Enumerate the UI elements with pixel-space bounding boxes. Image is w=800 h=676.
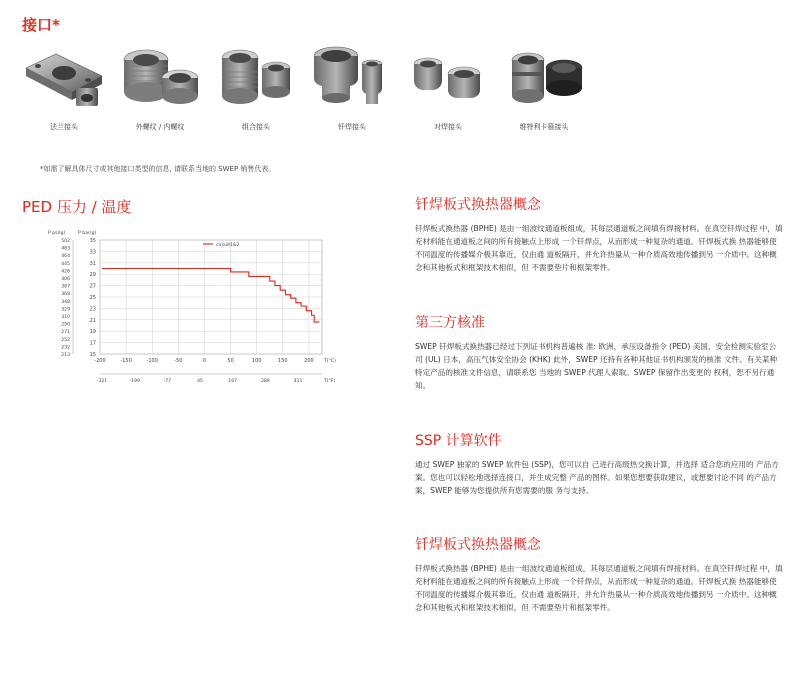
y-axis-label: P bar(g): [78, 231, 97, 236]
section-body: SWEP 钎焊板式换热器已经过下列证书机构普遍核 准: 欧洲，承压设备指令 (PED) 美国，安全检测实验室公司 (UL) 日本，高压气体安全协会 (KHK) 此外，SWEP 还持有各种其他证书机构颁发的核准 文件。有关某种特定产品的核准文件信息，请联系您 当地的 SWEP 代理人索取。SWEP 保留作出变更的 权利，恕不另行通知。: [415, 342, 778, 390]
y2-tick-label: 348: [61, 299, 70, 305]
connection-victaulic: [502, 38, 586, 138]
x-tick-label: 100: [251, 358, 262, 364]
y-tick-label: 15: [89, 352, 96, 358]
connection-soldering: [310, 38, 394, 138]
x-tick-label: -200: [94, 358, 106, 364]
y2-tick-label: 387: [61, 284, 70, 290]
x2-tick-label: 411: [293, 379, 303, 384]
x-tick-label: 0: [202, 358, 207, 364]
combined-connection-icon: [214, 38, 298, 118]
y2-tick-label: 502: [61, 239, 70, 244]
y2-tick-label: 310: [61, 315, 70, 320]
connections-note: *如需了解具体尺寸或其他接口类型的信息, 请联系当地的 SWEP 销售代表。: [40, 165, 276, 173]
y-tick-label: 25: [89, 295, 96, 301]
flange-connection-icon: [22, 38, 106, 118]
x-tick-label: -150: [120, 358, 132, 364]
x-tick-label: -100: [146, 358, 158, 364]
y2-tick-label: 406: [61, 277, 70, 282]
connection-label: 组合接头: [242, 123, 270, 131]
y2-axis-label: P psi(g): [48, 231, 66, 236]
y2-tick-label: 368: [61, 292, 70, 298]
connections-row: [22, 38, 582, 138]
weld-connection-icon: [406, 38, 490, 118]
y2-tick-label: 271: [61, 330, 70, 336]
section-body: 钎焊板式换热器 (BPHE) 是由一组波纹通道板组成，其每层通道板之间填有焊接材料。在真空钎焊过程 中，填充材料能在通道板之间的所有接触点上形成 一个钎焊点，从而形成一种复杂的通道。钎焊板式换 热器能够使不同温度的传播媒介极其靠近，仅由通 道板隔开，并允许热量从一种介质高效地传播到另 一介质中。这种概念和其他板式和框架技术相似，但 不需要垫片和框架零件。: [415, 224, 783, 272]
x2-tick-label: 289: [260, 379, 270, 384]
y2-tick-label: 213: [61, 353, 70, 358]
connection-threaded: [118, 38, 202, 138]
y-tick-label: 29: [89, 272, 96, 279]
y2-tick-label: 232: [61, 345, 70, 351]
connection-combined: [214, 38, 298, 138]
section-title: SSP 计算软件: [415, 433, 502, 449]
section-body: 钎焊板式换热器 (BPHE) 是由一组波纹通道板组成，其每层通道板之间填有焊接材料。在真空钎焊过程 中，填充材料能在通道板之间的所有接触点上形成 一个钎焊点，从而形成一种复杂的通道。钎焊板式换 热器能够使不同温度的传播媒介极其靠近，仅由通 道板隔开，并允许热量从一种介质高效地传播到另 一介质中。这种概念和其他板式和框架技术相似，但 不需要垫片和框架零件。: [415, 564, 783, 612]
connection-weld: [406, 38, 490, 138]
x2-axis-label: T(°F): [324, 379, 336, 384]
section-title: 钎焊板式换热器概念: [415, 197, 541, 213]
x2-tick-label: -77: [163, 379, 172, 384]
y2-tick-label: 426: [61, 269, 70, 275]
x2-tick-label: -321: [96, 379, 108, 384]
connection-label: 外螺纹 / 内螺纹: [135, 123, 185, 131]
connection-label: 维特利卡箍接头: [519, 123, 569, 131]
y-tick-label: 21: [89, 317, 96, 324]
y2-tick-label: 445: [61, 261, 70, 267]
y-tick-label: 31: [89, 260, 96, 267]
ped-chart: [18, 224, 338, 384]
section-body: 通过 SWEP 独家的 SWEP 软件包 (SSP)，您可以自 己进行高级热交换计算，并选择 适合您的应用的 产品方案。您也可以轻松地选择连接口，并生成完整 产品的图样。如果您想要获取建议，或想要讨论不同 的产品方案，SWEP 能够为您提供所有您需要的服 务与支持。: [415, 460, 779, 495]
y-tick-label: 33: [89, 249, 96, 256]
section-title: 钎焊板式换热器概念: [415, 537, 541, 553]
x-tick-label: 200: [304, 358, 314, 364]
y2-tick-label: 464: [61, 254, 70, 260]
y2-tick-label: 483: [61, 246, 70, 252]
ped-title: PED 压力 / 温度: [22, 198, 132, 216]
y-tick-label: 23: [89, 306, 96, 313]
x2-tick-label: -199: [129, 379, 140, 384]
connection-label: 钎焊接头: [338, 123, 366, 131]
threaded-connection-icon: [118, 38, 202, 118]
y2-tick-label: 329: [61, 307, 70, 313]
connection-label: 法兰接头: [50, 123, 78, 131]
x-axis-label: T(°C): [324, 359, 336, 364]
y-tick-label: 19: [89, 329, 96, 336]
y-tick-label: 35: [89, 238, 96, 244]
soldering-connection-icon: [310, 38, 394, 118]
y-tick-label: 17: [89, 340, 96, 347]
legend-label: circuit1&2: [216, 243, 240, 248]
connection-flange: [22, 38, 106, 138]
x2-tick-label: 167: [228, 379, 238, 384]
x-tick-label: 50: [227, 358, 234, 364]
x-tick-label: -50: [174, 358, 183, 364]
section-title: 第三方核准: [415, 315, 485, 331]
right-column: [415, 194, 785, 634]
connection-label: 对焊接头: [434, 123, 462, 131]
y2-tick-label: 290: [61, 322, 70, 328]
x-tick-label: 150: [278, 358, 288, 364]
y-tick-label: 27: [89, 283, 96, 290]
y2-tick-label: 252: [61, 337, 70, 343]
x2-tick-label: 45: [197, 379, 203, 384]
victaulic-connection-icon: [502, 38, 586, 118]
ped-chart-svg: [18, 224, 338, 384]
connections-title: 接口*: [22, 16, 60, 34]
